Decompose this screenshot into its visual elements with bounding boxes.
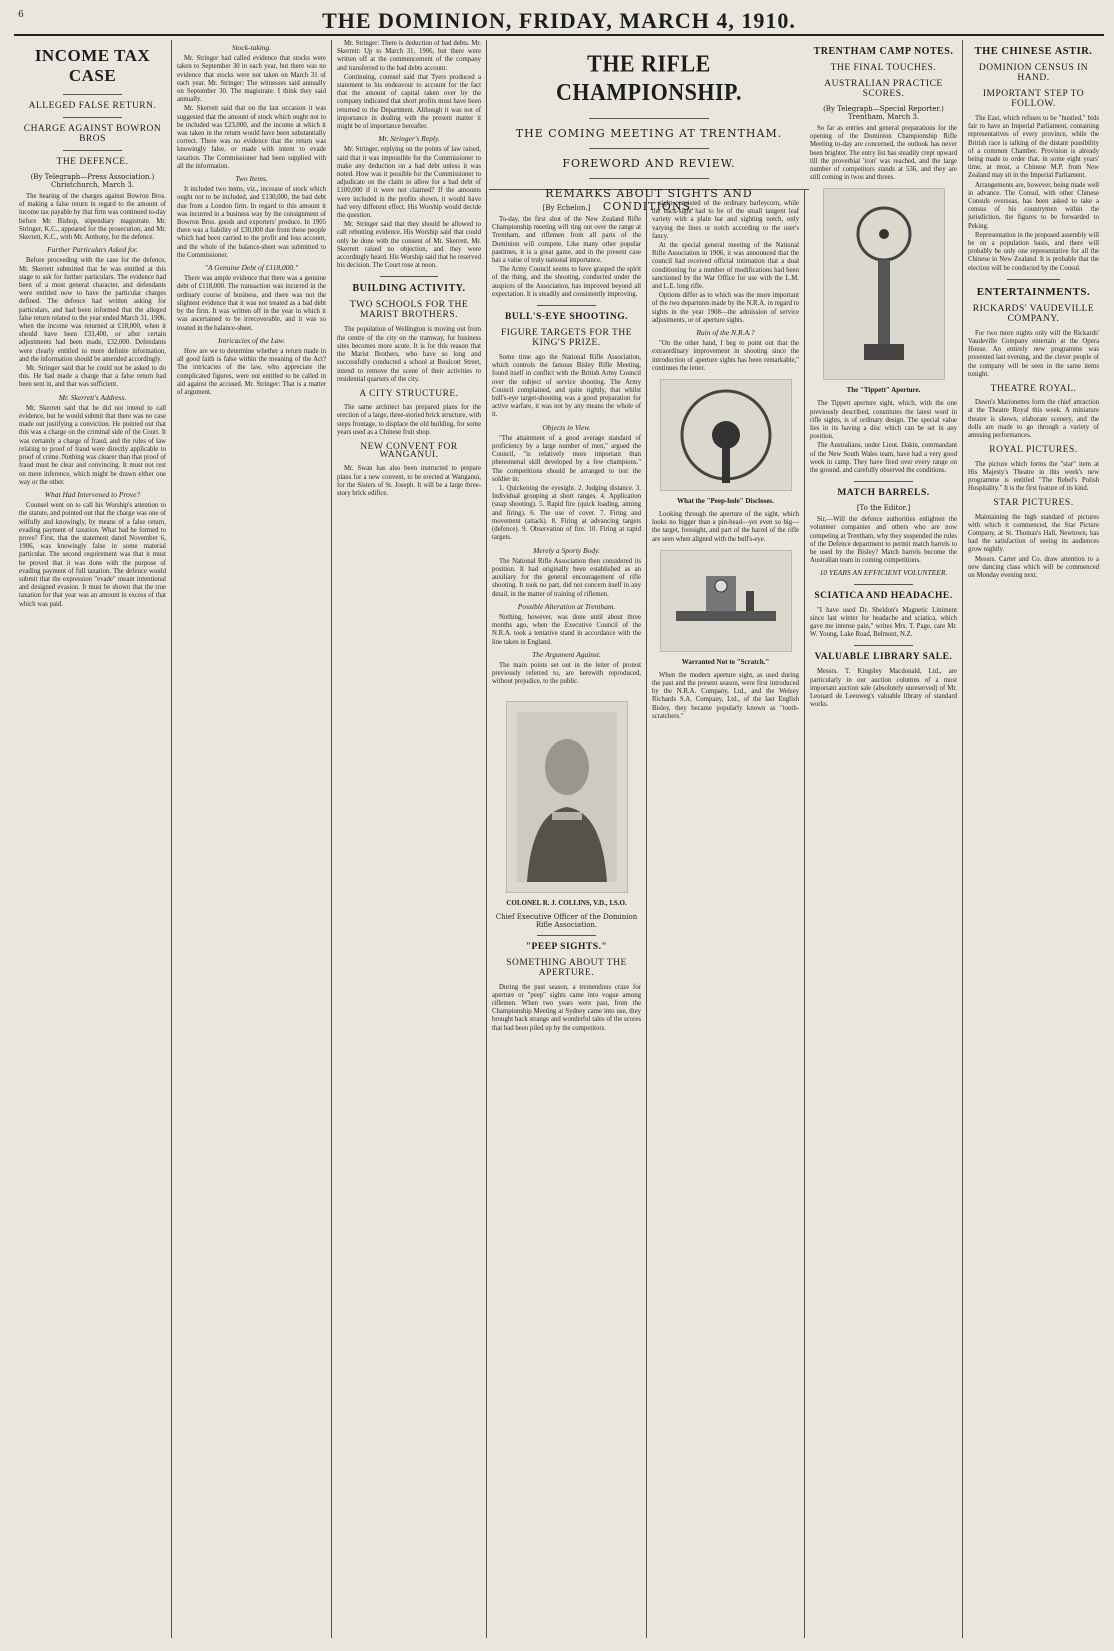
- bulls-eye-headline: BULL'S-EYE SHOOTING.: [505, 312, 628, 323]
- subheading: STAR PICTURES.: [993, 498, 1074, 509]
- paragraph: Mr. Stringer said that they should be allowed to call rebutting evidence. His Worship said that could only be done with the consent of Mr. Skerrett. Mr. Skerrett raised no objection, and they were accordingly heard. His Worship said that he reserved his decision. The Court rose at noon.: [337, 221, 481, 270]
- paragraph: During the past season, a tremendous craze for aperture or "peep" sights came into vogue among riflemen. When two years were past, from the Championship Meeting at Sydney came into use, they brought back strange and wonderful tales of the scores that had been piled up by the competitors.: [492, 983, 641, 1032]
- paragraph: sight consisted of the ordinary barleycorn, while the back-sight had to be of the small tangent leaf variety with a plain bar and sighting notch, only varying the lines or notch according to the user's fancy.: [652, 200, 799, 240]
- paragraph: Mr. Skerrett said that he did not intend to call evidence, but he would submit that there was no case made out justifying a conviction. He pointed out that this was a charge on the criminal side of the Court. It was certainly a charge of fraud, and the rules of law relating to proof of fraud were directly applicable to proof of crime. Nothing was clearer than that proof of fraud must be clear and convincing. It must not rest on mere inference, which might be drawn either one way or the other.: [19, 404, 166, 486]
- entertainments-headline: ENTERTAINMENTS.: [976, 285, 1091, 298]
- tippett-caption: The "Tippett" Aperture.: [846, 386, 921, 395]
- paragraph: Looking through the aperture of the sight, which looks no bigger than a pin-head—yet even so big—the target, foresight, and part of the barrel of the rifle are seen when aligned with the bull's-eye.: [652, 511, 799, 543]
- column-income-tax: [14, 40, 172, 1638]
- rifle-sight-icon: [666, 556, 786, 646]
- library-sale-headline: VALUABLE LIBRARY SALE.: [814, 652, 953, 663]
- subheading: Two Items.: [235, 174, 268, 184]
- subheading: ROYAL PICTURES.: [989, 445, 1078, 456]
- chinese-deck-2: IMPORTANT STEP TO FOLLOW.: [982, 89, 1085, 109]
- byline: (By Telegraph—Special Reporter.) Trentham, March 3.: [823, 105, 944, 121]
- paragraph: Mr. Skerrett said that on the last occasion it was suggested that the amount of stock which ought not to be included was £23,000, and the income at which it was taken in the return would have been substantially correct. There was no evidence that the return was knowingly false, or made with intent to evade taxation. The Commissioner had been supplied with all the information.: [177, 105, 326, 170]
- column-sights: [647, 40, 805, 1638]
- paragraph: Before proceeding with the case for the defence, Mr. Skerrett submitted that he was entitled at this stage to ask for further particulars. The evidence had been of a most general character, and defendants were entitled now to have the particular charges defined. The defence had written asking for particulars, and had been informed that the alleged false return related to the year ended March 31, 1906, when the income was returned at £18,000, when it should have been £33,400, or after certain adjustments had been made, £32,000. Defendants were clearly entitled to more definite information, and the information should be amended accordingly.: [19, 257, 166, 363]
- paragraph: Arrangements are, however, being made well in advance. The Consul, with other Chinese Consuls overseas, has been asked to take a census of his countrymen within the jurisdiction, the figures to be forwarded to Peking.: [968, 181, 1099, 230]
- subheading: Ruin of the N.R.A.?: [696, 328, 755, 338]
- paragraph: The Australians, under Lieut. Dakin, commandant of the New South Wales team, have had a very good week in camp. They have fired over every range on the ground, and carefully observed the conditions.: [810, 442, 957, 475]
- rifle-deck-1: THE COMING MEETING AT TRENTHAM.: [515, 127, 783, 140]
- subheading: Mr. Skerrett's Address.: [58, 392, 127, 402]
- paragraph: Counsel went on to call his Worship's attention to the statute, and pointed out that the charge was one of wilfully and knowingly, by means of a false return, evading payment of taxation. What had he formed to prove? First, that the statement dated November 6, 1906, was knowingly false in some material particular. The second requirement was that it must be proved that it was done with the purpose of evading payment of full taxation. The defence would submit that the expression "evade" meant intentional and designed evasion. It must be shown that the true taxation for that year was an amount in excess of that which was paid.: [19, 502, 166, 608]
- subheading: Intricacies of the Law.: [218, 335, 285, 345]
- paragraph: Maintaining the high standard of pictures with which it commenced, the Star Picture Company, at St. Thomas's Hall, Newtown, has had the satisfaction of seeing its audiences grow nightly.: [968, 513, 1099, 554]
- paragraph: Options differ as to which was the more important of the two departures made by the N.R.A. in regard to sights in the year 1908—the admission of service adjustments, or of aperture sights.: [652, 292, 799, 324]
- subheading: Stock-taking.: [231, 43, 272, 52]
- subheading: "A Genuine Debt of £118,000.": [204, 263, 299, 273]
- paragraph: The picture which forms the "star" item at His Majesty's Theatre in this week's new programme is entitled "The Rebel's Polish Hospitality." It is the first feature of its kind.: [968, 460, 1099, 493]
- subheading: What Had Intervened to Prove?: [44, 489, 141, 499]
- subheading: Mr. Stringer's Reply.: [378, 134, 440, 144]
- income-tax-deck-3: THE DEFENCE.: [56, 157, 129, 167]
- byline: (By Telegraph—Press Association.) Christchurch, March 3.: [30, 173, 155, 189]
- tippett-aperture-image: [823, 188, 945, 380]
- paragraph: The Army Council seems to have grasped the spirit of the thing, and the shooting, conducted under the auspices of the Association, has improved beyond all expectation. It is steadily and consistently improving.: [492, 266, 641, 298]
- paragraph: "I have used Dr. Sheldon's Magnetic Liniment since last winter for headache and sciatica, which gave me intense pain," writes Mrs. T. Page, care Mr. W. Young, Lake Road, Belmont, N.Z.: [810, 606, 957, 639]
- income-tax-headline: INCOME TAX CASE: [34, 46, 151, 85]
- income-tax-deck-2: CHARGE AGAINST BOWRON BROS: [23, 124, 162, 144]
- portrait-image: [506, 701, 628, 893]
- tippett-aperture-icon: [834, 194, 934, 374]
- income-tax-deck-1: ALLEGED FALSE RETURN.: [28, 101, 157, 111]
- byline: [By Echelon.]: [542, 204, 591, 212]
- letter-signature: 10 YEARS AN EFFICIENT VOLUNTEER.: [819, 568, 948, 578]
- paragraph: Mr. Stringer said that he could not be asked to do this. He had made a charge that a false return had been sent in, and that was sufficient.: [19, 365, 166, 389]
- peep-sights-deck: SOMETHING ABOUT THE APERTURE.: [506, 957, 627, 978]
- subheading: Possible Alteration at Trentham.: [517, 601, 616, 611]
- paragraph: Mr. Stringer, replying on the points of law raised, said that it was impossible for the Commissioner to make any deduction on a bad debt unless it was noted. How was it possible for the Commissioner to adjudicate on the claim to allow for a bad debt of £100,000 if it were not claimed? If the amounts were included in the profits shown, it would have had very different effect. His Worship would decide the question.: [337, 146, 481, 220]
- match-barrels-headline: MATCH BARRELS.: [837, 488, 930, 499]
- paragraph: The hearing of the charges against Bowron Bros. of making a false return in regard to the amount of income tax payable by that firm was continued to-day before Mr. Bishop, stipendiary magistrate. Mr. Stringer, K.C., appeared for the prosecution, and Mr. Skerrett, K.C., with Mr. Anthony, for the defence.: [19, 193, 166, 242]
- paragraph: It included two items, viz., increase of stock which ought not to be included, and £130,000, the bad debt due from a London firm. In regard to this amount it was incurred in a business way by the consignment of Bowron Bros. goods and exporters' produce. In 1905 there was a liability of £30,000 due from these people which had been carried to the profit and loss account, and the whole of the balance-sheet was submitted to the Commissioner.: [177, 186, 326, 259]
- building-activity-deck: TWO SCHOOLS FOR THE MARIST BROTHERS.: [349, 300, 469, 321]
- paragraph: How are we to determine whether a return made in all good faith is false within the meaning of the Act? The intricacies of the law, who appreciate the complicated figures, were not entitled to be called in aid against the accused. Mr. Stringer: That is a matter of argument.: [177, 347, 326, 396]
- letter-salutation: [To the Editor.]: [856, 504, 911, 513]
- rifle-championship-headline: THE RIFLE CHAMPIONSHIP.: [556, 49, 742, 106]
- rifle-deck-3: REMARKS ABOUT SIGHTS AND CONDITIONS.: [545, 187, 753, 213]
- rifle-deck-2: FOREWORD AND REVIEW.: [562, 157, 736, 170]
- paragraph: When the modern aperture sight, as used during the past and the present season, were first introduced by the N.R.A. Company, Ltd., and the Welsey Richards S.A. Company, Ltd., of the last English Bisley, they became popularly known as "tooth-scratchers.": [652, 671, 799, 720]
- subheading: Objects in View.: [542, 422, 591, 432]
- paragraph: Mr. Swan has also been instructed to prepare plans for a new convent, to be erected at Wanganui, for the Sisters of St. Joseph. It will be a large three-story brick edifice.: [337, 465, 481, 497]
- subheading: Merely a Sporty Body.: [533, 545, 600, 555]
- paragraph: Messrs. Carter and Co. draw attention to a new dancing class which will be commenced on Monday evening next.: [968, 555, 1099, 579]
- paragraph: Mr. Stringer had called evidence that stocks were taken to September 30 in each year, but there was no evidence that stocks were not taken on March 31 of each year. Mr. Stringer: The witnesses said annually on September 30. The magistrate: I think they said annually.: [177, 55, 326, 104]
- paragraph: Dawn's Marionettes form the chief attraction at the Theatre Royal this week. A miniature theatre is shown, elaborate scenery, and the dolls are made to go through a variety of amusing performances.: [968, 399, 1099, 440]
- columns: [14, 40, 1104, 1638]
- paragraph: Continuing, counsel said that Tyers produced a statement to his endeavour to account for the fact that the amount of capital taken over by the company indicated that short profits must have been returned to the Department. Although it was not of importance in dealing with the present matter it might be of importance hereafter.: [337, 73, 481, 131]
- peep-hole-caption: What the "Peep-hole" Discloses.: [677, 497, 774, 506]
- subheading: NEW CONVENT FOR WANGANUI.: [360, 441, 458, 461]
- paragraph: To-day, the first shot of the New Zealand Rifle Championship meeting will ring out over the range at Trentham, and riflemen from all parts of the Dominion will compete. Like many other popular pastimes, it is a great game, and in the present case has a value of truly national importance.: [492, 216, 641, 265]
- paragraph: "On the other hand, I beg to point out that the extraordinary improvement in shooting since the introduction of aperture sights has been remarkable," continues the letter.: [652, 340, 799, 372]
- paragraph: "The attainment of a good average standard of proficiency by a large number of men," argued the Council, "is relatively more important than phenomenal skill developed by a few champions." The competitions should be arranged to test the soldier in:: [492, 434, 641, 483]
- subheading: The Argument Against.: [532, 649, 601, 659]
- subheading: A CITY STRUCTURE.: [359, 388, 459, 399]
- paragraph: The East, which refuses to be "hustled," bids fair to have an Imperial Parliament, containing representatives of every province, while the British race is talking of the distant possibility of a common Chamber. Provision is already being made to order that, in some eight years' time, at most, a Chinese M.P. from New Zealand may sit in the Imperial Parliament.: [968, 115, 1099, 180]
- rickards-subheading: RICKARDS' VAUDEVILLE COMPANY.: [972, 303, 1095, 324]
- column-chinese-entertainments: [963, 40, 1104, 1638]
- peep-sights-headline: "PEEP SIGHTS.": [525, 941, 608, 952]
- masthead: [14, 8, 1104, 36]
- building-activity-headline: BUILDING ACTIVITY.: [352, 283, 466, 295]
- trentham-headline: TRENTHAM CAMP NOTES.: [813, 46, 954, 57]
- portrait-icon: [517, 712, 617, 882]
- portrait-caption: COLONEL R. J. COLLINS, V.D., I.S.O.: [506, 898, 627, 907]
- paragraph: The same architect has prepared plans for the erection of a large, three-storied brick structure, with steps frontage, to displace the old building, for some years used as a Chinese fruit shop.: [337, 404, 481, 436]
- aperture-view-icon: [666, 385, 786, 485]
- column-building-activity: [332, 40, 487, 1638]
- newspaper-title: THE DOMINION, FRIDAY, MARCH 4, 1910.: [322, 8, 796, 33]
- paragraph: The National Rifle Association then considered its position. It had originally been established as an auxiliary for the general encouragement of rifle shooting. It took no part, did not concern itself in any detail, in the matter of training of riflemen.: [492, 557, 641, 598]
- page-number: 6: [18, 10, 24, 20]
- sciatica-headline: SCIATICA AND HEADACHE.: [814, 590, 953, 601]
- paragraph: Nothing, however, was done until about three months ago, when the Executive Council of the N.R.A. took a tentative stand in accordance with the line taken in England.: [492, 613, 641, 646]
- chinese-headline: THE CHINESE ASTIR.: [974, 46, 1093, 57]
- subheading: Further Particulars Asked for.: [47, 245, 138, 255]
- subheading: THEATRE ROYAL.: [990, 384, 1077, 395]
- paragraph: 1. Quickening the eyesight. 2. Judging distance. 3. Individual grouping at short ranges. 4. Application (snap shooting). 5. Rapid fire (quick loading, aiming and firing). 6. The use of cover. 7. Firing and movement (attack). 8. Firing at advancing targets (defence). 9. Observation of fire. 10. Firing at rapid targets.: [492, 485, 641, 542]
- paragraph: So far as entries and general preparations for the opening of the Dominion Championship Rifle Meeting to-day are concerned, the outlook has never been brighter. The entry list has steadily crept upward till the proverbial 'iron' was reached, and the large number of competitors stands at 536, and they are still coming in twos and threes.: [810, 125, 957, 182]
- paragraph: The Tippett aperture sight, which, with the one previously described, constitutes the latest word in rifle sights, is of ordinary design. The special value lies in its having a disc which can be set in any position.: [810, 400, 957, 441]
- bulls-eye-deck: FIGURE TARGETS FOR THE KING'S PRIZE.: [500, 328, 633, 349]
- chinese-deck-1: DOMINION CENSUS IN HAND.: [978, 63, 1089, 83]
- trentham-deck-1: THE FINAL TOUCHES.: [830, 63, 937, 73]
- paragraph: Mr. Stringer: There is deduction of bad debts. Mr. Skerrett: Up to March 31, 1906, but there were written off at the commencement of the company and transferred to the bad debts account.: [337, 40, 481, 72]
- sight-drawing-image: [660, 550, 792, 652]
- paragraph: There was ample evidence that there was a genuine debt of £118,000. The transaction was incurred in the ordinary course of business, and there was not the slightest evidence that it was not treated as a bad debt by the firm. It was written off in the year in which it was ascertained to be irrecoverable, and it was so treated in the balance-sheet.: [177, 275, 326, 332]
- paragraph: Sir,—Will the defence authorities enlighten the volunteer companies and others who are now competing at Trentham, why they suspended the rules of the Defence department to permit match barrels to be used by the Bisley? Match barrels become the Australian team in coming competitions.: [810, 516, 957, 565]
- portrait-subcaption: Chief Executive Officer of the Dominion Rifle Association.: [495, 912, 638, 929]
- paragraph: The main points set out in the letter of protest previously referred to, are herewith reproduced, without prejudice, to the public.: [492, 661, 641, 686]
- column-rifle-review: [487, 40, 647, 1638]
- paragraph: Representation in the proposed assembly will be on a population basis, and there will probably be only one representative for all the Chinese in New Zealand. It is probable that the election will be conducted by the Consul.: [968, 231, 1099, 272]
- column-stock-taking: [172, 40, 332, 1638]
- paragraph: Messrs. T. Kingsley Macdonald, Ltd., are particularly in our auction columns of a most important auction sale (absolutely unreserved) of Mr. Leonard de Leeuweg's valuable library of standard works.: [810, 668, 957, 709]
- column-trentham-notes: [805, 40, 963, 1638]
- peep-hole-image: [660, 379, 792, 491]
- paragraph: Some time ago the National Rifle Association, which controls the famous Bisley Rifle Meeting, found itself in conflict with the British Army Council over the subject of service shooting. The Army Council complained, and quite rightly, that whilst bull's-eye target-shooting was a good preparation for active warfare, it was not by any means the whole of it.: [492, 354, 641, 419]
- paragraph: The population of Wellington is moving out from the centre of the city on the tramway, for business sites becomes more acute. It is for this reason that the Marist Brothers, who have so long and successfully conducted a school at Boulcott Street, intend to remove the scene of their activities to residential quarters of the city.: [337, 326, 481, 383]
- paragraph: For two more nights only will the Rickards' Vaudeville Company entertain at the Opera House. An entirely new programme was presented last evening, and the clever people of the company will be seen in the same items tonight.: [968, 329, 1099, 378]
- sight-drawing-caption: Warranted Not to "Scratch.": [681, 657, 770, 666]
- paragraph: At the special general meeting of the National Rifle Association in 1906, it was announced that the council had received official intimation that a dual conditioning for a number of modifications had been sanctioned by the War Office for use with the L.M. and L.E. long rifle.: [652, 242, 799, 291]
- trentham-deck-2: AUSTRALIAN PRACTICE SCORES.: [824, 79, 943, 99]
